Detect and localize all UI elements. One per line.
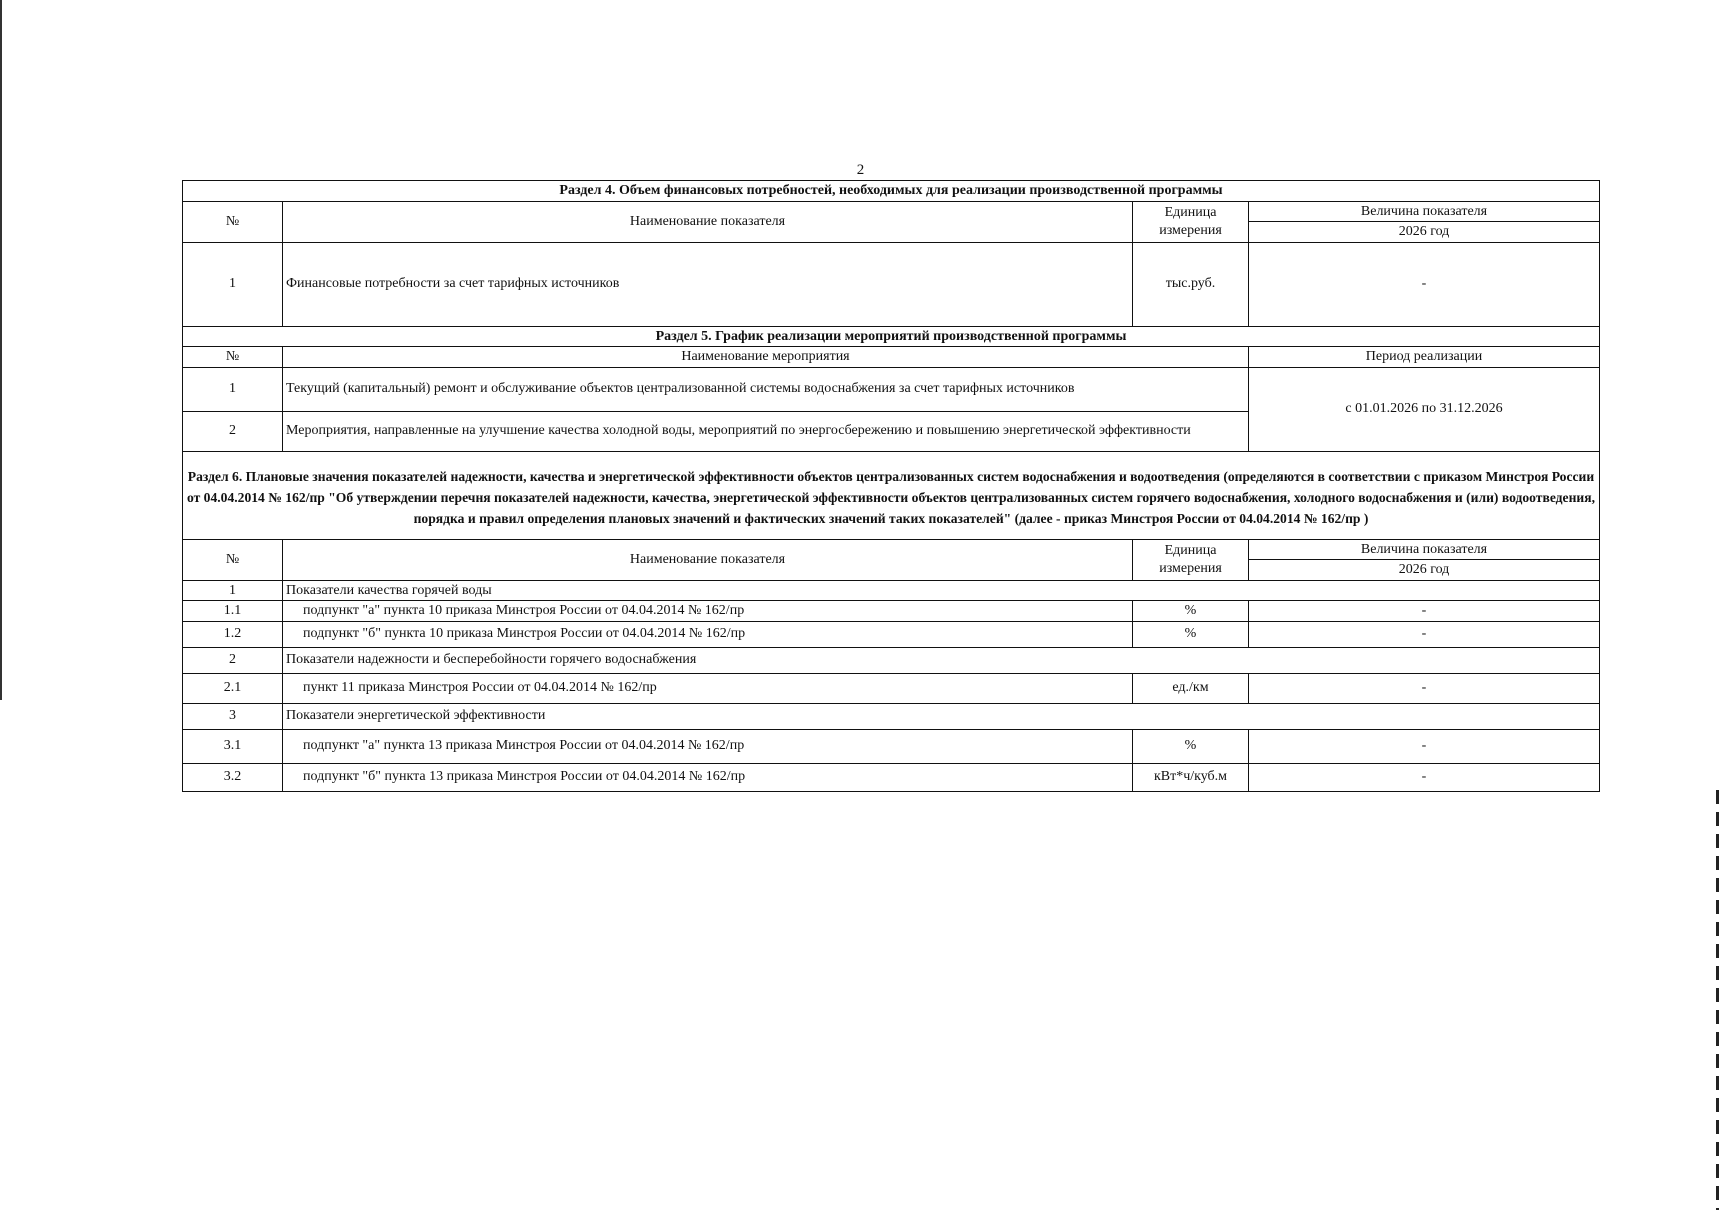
section4-title: Раздел 4. Объем финансовых потребностей, необходимых для реализации производственной программы (183, 181, 1600, 202)
header-unit (1133, 539, 1249, 580)
row-name: Финансовые потребности за счет тарифных источников (283, 242, 1133, 326)
group-num: 3 (183, 703, 283, 729)
section6-table (182, 451, 1600, 792)
group-row (183, 703, 1600, 729)
header-unit (1133, 201, 1249, 242)
header-value: Величина показателя (1249, 201, 1600, 222)
group-name: Показатели надежности и бесперебойности горячего водоснабжения (283, 647, 1600, 673)
page-number: 2 (856, 162, 865, 178)
header-unit-line1: Единица (1164, 205, 1217, 220)
header-name: Наименование мероприятия (283, 347, 1249, 368)
scan-edge-left (0, 0, 2, 700)
group-num: 2 (183, 647, 283, 673)
header-unit-line1: Единица (1164, 543, 1217, 559)
group-name: Показатели энергетической эффективности (283, 703, 1600, 729)
header-unit-line2: измерения (1159, 560, 1222, 576)
table-row (183, 729, 1600, 763)
table-row (183, 621, 1600, 647)
row-num: 3.1 (183, 729, 283, 763)
header-period: Период реализации (1249, 347, 1600, 368)
row-num: 1 (183, 367, 283, 411)
header-name: Наименование показателя (283, 201, 1133, 242)
row-value: - (1249, 621, 1600, 647)
table-row (183, 601, 1600, 622)
header-year: 2026 год (1249, 222, 1600, 243)
row-name: подпункт "б" пункта 10 приказа Минстроя России от 04.04.2014 № 162/пр (283, 621, 1133, 647)
row-unit: ед./км (1133, 673, 1249, 703)
group-name: Показатели качества горячей воды (283, 580, 1600, 601)
header-num: № (183, 201, 283, 242)
section5-table (182, 326, 1600, 452)
table-row (183, 367, 1600, 411)
header-value: Величина показателя (1249, 539, 1600, 560)
document-sheet (182, 180, 1600, 792)
row-num: 3.2 (183, 763, 283, 791)
row-name: Текущий (капитальный) ремонт и обслуживание объектов централизованной системы водоснабжения за счет тарифных источников (283, 367, 1249, 411)
row-unit: % (1133, 601, 1249, 622)
section5-title: Раздел 5. График реализации мероприятий производственной программы (183, 326, 1600, 347)
header-name: Наименование показателя (283, 539, 1133, 580)
header-num: № (183, 347, 283, 368)
header-unit-line2: измерения (1159, 222, 1222, 238)
section4-table (182, 180, 1600, 327)
row-value: - (1249, 729, 1600, 763)
row-name: подпункт "б" пункта 13 приказа Минстроя России от 04.04.2014 № 162/пр (283, 763, 1133, 791)
row-num: 1.1 (183, 601, 283, 622)
row-value: - (1249, 673, 1600, 703)
table-row (183, 673, 1600, 703)
header-num: № (183, 539, 283, 580)
group-num: 1 (183, 580, 283, 601)
row-num: 1.2 (183, 621, 283, 647)
section6-title: Раздел 6. Плановые значения показателей надежности, качества и энергетической эффективности объектов централизованных систем водоснабжения и водоотведения (определяются в соответствии с приказом Минстроя России от 04.04.2014 № 162/пр "Об утверждении перечня показателей надежности, качества, энергетической эффективности объектов централизованных систем горячего водоснабжения, холодного водоснабжения и (или) водоотведения, порядка и правил определения плановых значений и фактических значений таких показателей" (далее - приказ Минстроя России от 04.04.2014 № 162/пр ) (183, 451, 1600, 539)
table-row (183, 242, 1600, 326)
row-num: 2 (183, 411, 283, 451)
row-value: - (1249, 763, 1600, 791)
row-name: подпункт "а" пункта 13 приказа Минстроя России от 04.04.2014 № 162/пр (283, 729, 1133, 763)
header-year: 2026 год (1249, 560, 1600, 581)
row-unit: кВт*ч/куб.м (1133, 763, 1249, 791)
row-name: Мероприятия, направленные на улучшение качества холодной воды, мероприятий по энергосбережению и повышению энергетической эффективности (283, 411, 1249, 451)
row-unit: % (1133, 729, 1249, 763)
scan-edge-right (1716, 790, 1719, 1210)
row-num: 1 (183, 242, 283, 326)
table-row (183, 763, 1600, 791)
row-num: 2.1 (183, 673, 283, 703)
period-value: с 01.01.2026 по 31.12.2026 (1249, 367, 1600, 451)
group-row (183, 647, 1600, 673)
row-value: - (1249, 242, 1600, 326)
group-row (183, 580, 1600, 601)
row-unit: % (1133, 621, 1249, 647)
row-name: подпункт "а" пункта 10 приказа Минстроя России от 04.04.2014 № 162/пр (283, 601, 1133, 622)
row-name: пункт 11 приказа Минстроя России от 04.04.2014 № 162/пр (283, 673, 1133, 703)
row-value: - (1249, 601, 1600, 622)
row-unit: тыс.руб. (1133, 242, 1249, 326)
